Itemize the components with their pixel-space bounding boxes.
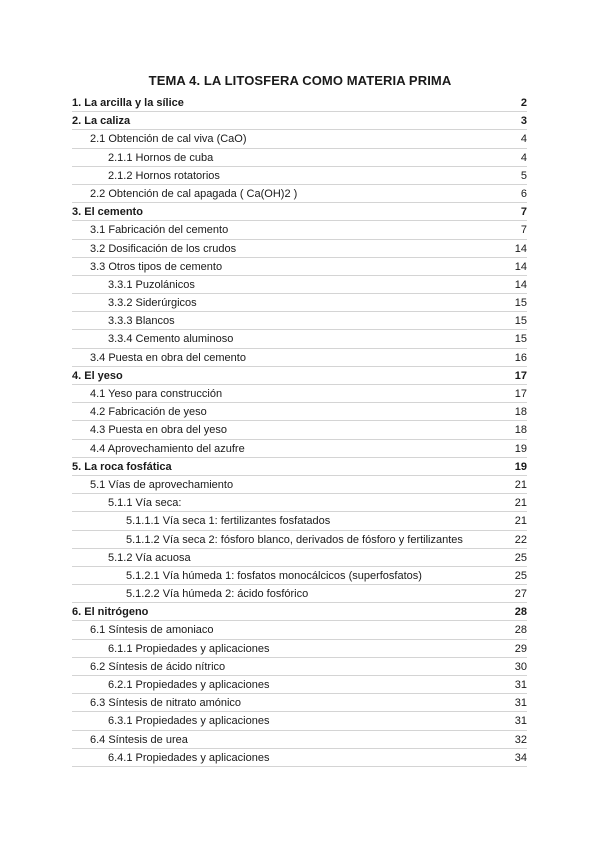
toc-entry-page-number: 4 — [520, 151, 527, 164]
toc-entry-page-number: 17 — [514, 369, 527, 382]
toc-entry-page-number: 16 — [514, 351, 527, 364]
toc-entry[interactable] — [72, 94, 527, 112]
toc-entry-page-number: 29 — [514, 642, 527, 655]
toc-entry-label: 5.1 Vías de aprovechamiento — [90, 478, 234, 491]
toc-entry-page-number: 2 — [520, 97, 527, 109]
toc-entry[interactable] — [72, 512, 527, 530]
toc-entry-label: 5. La roca fosfática — [72, 460, 172, 473]
toc-entry[interactable] — [72, 203, 527, 221]
toc-entry[interactable] — [72, 440, 527, 458]
toc-entry[interactable] — [72, 658, 527, 676]
toc-entry[interactable] — [72, 349, 527, 367]
toc-entry[interactable] — [72, 531, 527, 549]
toc-entry[interactable] — [72, 549, 527, 567]
toc-entry-page-number: 31 — [514, 697, 527, 710]
toc-entry-page-number: 5 — [520, 169, 527, 182]
toc-entry-label: 5.1.1 Vía seca: — [108, 497, 182, 510]
toc-entry[interactable] — [72, 621, 527, 639]
toc-entry-page-number: 19 — [514, 442, 527, 455]
toc-entry[interactable] — [72, 421, 527, 439]
toc-entry-label: 2.1 Obtención de cal viva (CaO) — [90, 133, 247, 146]
toc-entry-label: 3.1 Fabricación del cemento — [90, 224, 229, 237]
toc-entry-label: 5.1.2.1 Vía húmeda 1: fosfatos monocálcicos (superfosfatos) — [126, 569, 422, 582]
toc-entry-page-number: 15 — [514, 315, 527, 328]
toc-entry-label: 6.3 Síntesis de nitrato amónico — [90, 697, 242, 710]
toc-entry[interactable] — [72, 749, 527, 767]
toc-entry-page-number: 31 — [514, 679, 527, 691]
toc-entry[interactable] — [72, 112, 527, 130]
toc-entry-page-number: 30 — [514, 660, 527, 673]
toc-entry[interactable] — [72, 294, 527, 312]
toc-entry-page-number: 28 — [514, 606, 527, 619]
toc-entry-page-number: 22 — [514, 533, 527, 546]
toc-entry-label: 5.1.2.2 Vía húmeda 2: ácido fosfórico — [126, 588, 309, 601]
toc-entry-page-number: 14 — [514, 242, 527, 255]
toc-entry-label: 1. La arcilla y la sílice — [72, 97, 184, 109]
toc-entry[interactable] — [72, 694, 527, 712]
toc-entry[interactable] — [72, 276, 527, 294]
toc-entry[interactable] — [72, 585, 527, 603]
toc-entry-label: 3.3.3 Blancos — [108, 315, 175, 328]
toc-entry-label: 2. La caliza — [72, 115, 131, 128]
toc-entry-page-number: 28 — [514, 624, 527, 637]
toc-entry-label: 4.1 Yeso para construcción — [90, 388, 223, 400]
toc-entry-page-number: 17 — [514, 388, 527, 400]
toc-entry[interactable] — [72, 567, 527, 585]
toc-entry-label: 3.3.2 Siderúrgicos — [108, 297, 197, 310]
toc-entry[interactable] — [72, 367, 527, 385]
toc-entry-page-number: 19 — [514, 460, 527, 473]
toc-entry-label: 2.1.1 Hornos de cuba — [108, 151, 214, 164]
toc-entry-label: 5.1.1.1 Vía seca 1: fertilizantes fosfatados — [126, 515, 331, 528]
toc-entry-label: 3.2 Dosificación de los crudos — [90, 242, 237, 255]
toc-entry-label: 3.3 Otros tipos de cemento — [90, 260, 223, 273]
toc-entry-label: 2.1.2 Hornos rotatorios — [108, 169, 220, 182]
toc-entry-label: 3. El cemento — [72, 206, 143, 219]
toc-entry[interactable] — [72, 240, 527, 258]
toc-entry[interactable] — [72, 385, 527, 403]
toc-entry-label: 6.1.1 Propiedades y aplicaciones — [108, 642, 270, 655]
toc-entry-page-number: 18 — [514, 406, 527, 419]
toc-entry-page-number: 4 — [520, 133, 527, 146]
toc-entry-page-number: 14 — [514, 278, 527, 291]
toc-entry-label: 4.4 Aprovechamiento del azufre — [90, 442, 245, 455]
toc-entry[interactable] — [72, 603, 527, 621]
toc-entry-page-number: 7 — [520, 224, 527, 237]
toc-entry-page-number: 21 — [514, 515, 527, 528]
toc-entry[interactable] — [72, 494, 527, 512]
toc-entry-label: 6.4.1 Propiedades y aplicaciones — [108, 751, 270, 764]
toc-entry[interactable] — [72, 458, 527, 476]
page-title: TEMA 4. LA LITOSFERA COMO MATERIA PRIMA — [148, 73, 452, 88]
toc-entry-page-number: 34 — [514, 751, 527, 764]
toc-entry-page-number: 32 — [514, 733, 527, 746]
toc-entry-label: 6.3.1 Propiedades y aplicaciones — [108, 715, 270, 728]
toc-entry-page-number: 27 — [514, 588, 527, 601]
toc-entry[interactable] — [72, 312, 527, 330]
toc-entry-page-number: 6 — [520, 187, 527, 200]
toc-entry-label: 6. El nitrógeno — [72, 606, 149, 619]
toc-entry-page-number: 14 — [514, 260, 527, 273]
toc-entry[interactable] — [72, 149, 527, 167]
toc-entry[interactable] — [72, 167, 527, 185]
table-of-contents — [72, 94, 527, 767]
toc-entry-page-number: 25 — [514, 551, 527, 564]
toc-entry[interactable] — [72, 130, 527, 148]
toc-entry-page-number: 15 — [514, 333, 527, 346]
toc-entry-label: 5.1.2 Vía acuosa — [108, 551, 191, 564]
toc-entry-label: 6.4 Síntesis de urea — [90, 733, 188, 746]
toc-entry[interactable] — [72, 476, 527, 494]
toc-entry-label: 6.1 Síntesis de amoniaco — [90, 624, 214, 637]
toc-entry-page-number: 7 — [520, 206, 527, 219]
toc-entry-label: 5.1.1.2 Vía seca 2: fósforo blanco, derivados de fósforo y fertilizantes — [126, 533, 463, 546]
toc-entry[interactable] — [72, 403, 527, 421]
toc-entry[interactable] — [72, 330, 527, 348]
toc-entry[interactable] — [72, 731, 527, 749]
toc-entry-label: 4.2 Fabricación de yeso — [90, 406, 207, 419]
toc-entry-label: 6.2.1 Propiedades y aplicaciones — [108, 679, 270, 691]
toc-entry-label: 3.3.4 Cemento aluminoso — [108, 333, 234, 346]
toc-entry-label: 6.2 Síntesis de ácido nítrico — [90, 660, 226, 673]
toc-entry[interactable] — [72, 185, 527, 203]
toc-entry-page-number: 25 — [514, 569, 527, 582]
toc-entry-page-number: 21 — [514, 497, 527, 510]
toc-entry[interactable] — [72, 258, 527, 276]
toc-entry-label: 4.3 Puesta en obra del yeso — [90, 424, 227, 437]
toc-entry-label: 4. El yeso — [72, 369, 123, 382]
toc-entry-page-number: 31 — [514, 715, 527, 728]
toc-entry[interactable] — [72, 712, 527, 730]
toc-entry-label: 2.2 Obtención de cal apagada ( Ca(OH)2 ) — [90, 187, 298, 200]
toc-entry-page-number: 3 — [520, 115, 527, 128]
toc-entry[interactable] — [72, 640, 527, 658]
toc-entry-page-number: 21 — [514, 478, 527, 491]
toc-entry-label: 3.3.1 Puzolánicos — [108, 278, 195, 291]
toc-entry-label: 3.4 Puesta en obra del cemento — [90, 351, 246, 364]
toc-entry[interactable] — [72, 676, 527, 694]
toc-entry-page-number: 18 — [514, 424, 527, 437]
toc-entry-page-number: 15 — [514, 297, 527, 310]
toc-entry[interactable] — [72, 221, 527, 239]
